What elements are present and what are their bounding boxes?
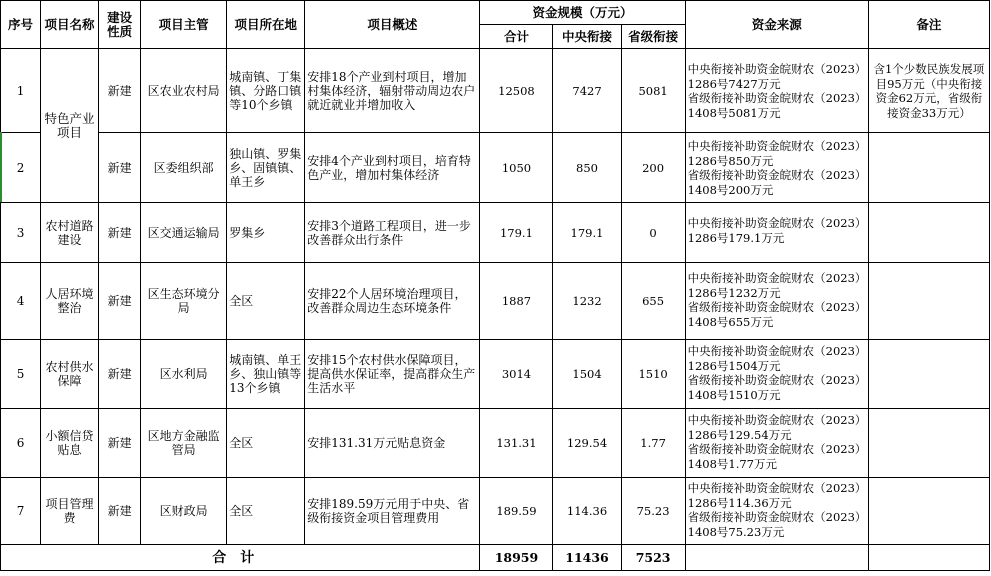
- cell-source: [685, 478, 868, 545]
- cell-seq: 5: [1, 340, 41, 409]
- cell-nature: 新建: [99, 478, 141, 545]
- cell-seq: 4: [1, 263, 41, 340]
- table-row: [1, 478, 990, 545]
- cell-provincial: 5081: [621, 49, 685, 133]
- source-line: 中央衔接补助资金皖财农（2023）1286号129.54万元: [687, 413, 861, 442]
- cell-dept: 区农业农村局: [141, 49, 227, 133]
- cell-name: 农村供水保障: [41, 340, 99, 409]
- cell-name: 项目管理费: [41, 478, 99, 545]
- cell-location: 城南镇、丁集镇、分路口镇等10个乡镇: [227, 49, 305, 133]
- cell-summary: 安排18个产业到村项目，增加村集体经济，辐射带动周边农户就近就业并增加收入: [305, 49, 480, 133]
- cell-central: 1504: [553, 340, 621, 409]
- cell-central: 7427: [553, 49, 621, 133]
- source-line: 中央衔接补助资金皖财农（2023）1286号850万元: [687, 139, 861, 168]
- cell-name: 小额信贷贴息: [41, 409, 99, 478]
- totals-provincial: 7523: [621, 545, 685, 571]
- source-line: 省级衔接补助资金皖财农（2023）1408号655万元: [687, 300, 861, 329]
- cell-dept: 区地方金融监管局: [141, 409, 227, 478]
- totals-row: [1, 545, 990, 571]
- table-row: [1, 340, 990, 409]
- cell-total: 3014: [480, 340, 553, 409]
- cell-source: [685, 203, 868, 263]
- cell-dept: 区财政局: [141, 478, 227, 545]
- table-row: [1, 409, 990, 478]
- cell-total: 1050: [480, 133, 553, 203]
- cell-location: 罗集乡: [227, 203, 305, 263]
- cell-dept: 区水利局: [141, 340, 227, 409]
- cell-remark: [868, 340, 989, 409]
- source-line: 省级衔接补助资金皖财农（2023）1408号75.23万元: [687, 510, 861, 539]
- table-row: [1, 49, 990, 133]
- cell-remark: [868, 409, 989, 478]
- cell-seq: 1: [1, 49, 41, 133]
- cell-dept: 区生态环境分局: [141, 263, 227, 340]
- cell-provincial: 1510: [621, 340, 685, 409]
- cell-central: 850: [553, 133, 621, 203]
- cell-seq: 7: [1, 478, 41, 545]
- cell-summary: 安排22个人居环境治理项目，改善群众周边生态环境条件: [305, 263, 480, 340]
- table-row: [1, 133, 990, 203]
- cell-name: 农村道路建设: [41, 203, 99, 263]
- cell-nature: 新建: [99, 340, 141, 409]
- cell-summary: 安排3个道路工程项目，进一步改善群众出行条件: [305, 203, 480, 263]
- totals-remark-empty: [868, 545, 989, 571]
- cell-remark: [868, 478, 989, 545]
- cell-nature: 新建: [99, 133, 141, 203]
- cell-source: [685, 263, 868, 340]
- source-line: 省级衔接补助资金皖财农（2023）1408号1.77万元: [687, 442, 861, 471]
- cell-remark: [868, 263, 989, 340]
- source-line: 中央衔接补助资金皖财农（2023）1286号7427万元: [687, 62, 861, 91]
- cell-central: 114.36: [553, 478, 621, 545]
- cell-total: 12508: [480, 49, 553, 133]
- header-central: 中央衔接: [553, 25, 621, 49]
- table-row: [1, 203, 990, 263]
- cell-nature: 新建: [99, 49, 141, 133]
- cell-seq: 3: [1, 203, 41, 263]
- header-summary: 项目概述: [305, 1, 480, 49]
- cell-location: 独山镇、罗集乡、固镇镇、单王乡: [227, 133, 305, 203]
- cell-total: 1887: [480, 263, 553, 340]
- cell-name-merged: 特色产业项目: [41, 49, 99, 203]
- header-source: 资金来源: [685, 1, 868, 49]
- cell-summary: 安排189.59万元用于中央、省级衔接资金项目管理费用: [305, 478, 480, 545]
- cell-central: 1232: [553, 263, 621, 340]
- cell-summary: 安排131.31万元贴息资金: [305, 409, 480, 478]
- totals-source-empty: [685, 545, 868, 571]
- cell-nature: 新建: [99, 409, 141, 478]
- cell-name: 人居环境整治: [41, 263, 99, 340]
- header-row-1: [1, 1, 990, 25]
- header-location: 项目所在地: [227, 1, 305, 49]
- header-total: 合计: [480, 25, 553, 49]
- totals-label: 合计: [1, 545, 480, 571]
- source-line: 中央衔接补助资金皖财农（2023）1286号179.1万元: [687, 216, 861, 245]
- table-row: [1, 263, 990, 340]
- cell-location: 城南镇、单王乡、独山镇等13个乡镇: [227, 340, 305, 409]
- source-line: 省级衔接补助资金皖财农（2023）1408号1510万元: [687, 373, 861, 402]
- cell-remark: [868, 203, 989, 263]
- cell-provincial: 1.77: [621, 409, 685, 478]
- cell-summary: 安排4个产业到村项目，培育特色产业，增加村集体经济: [305, 133, 480, 203]
- cell-source: [685, 49, 868, 133]
- cell-total: 179.1: [480, 203, 553, 263]
- source-line: 中央衔接补助资金皖财农（2023）1286号1504万元: [687, 344, 861, 373]
- cell-provincial: 200: [621, 133, 685, 203]
- cell-dept: 区委组织部: [141, 133, 227, 203]
- header-remark: 备注: [868, 1, 989, 49]
- totals-central: 11436: [553, 545, 621, 571]
- source-line: 省级衔接补助资金皖财农（2023）1408号5081万元: [687, 91, 861, 120]
- cell-provincial: 655: [621, 263, 685, 340]
- source-line: 省级衔接补助资金皖财农（2023）1408号200万元: [687, 168, 861, 197]
- cell-central: 179.1: [553, 203, 621, 263]
- cell-seq: 6: [1, 409, 41, 478]
- header-provincial: 省级衔接: [621, 25, 685, 49]
- cell-total: 131.31: [480, 409, 553, 478]
- cell-provincial: 75.23: [621, 478, 685, 545]
- cell-central: 129.54: [553, 409, 621, 478]
- source-line: 中央衔接补助资金皖财农（2023）1286号114.36万元: [687, 481, 861, 510]
- cell-nature: 新建: [99, 203, 141, 263]
- cell-source: [685, 409, 868, 478]
- cell-dept: 区交通运输局: [141, 203, 227, 263]
- cell-remark: [868, 133, 989, 203]
- cell-source: [685, 133, 868, 203]
- header-dept: 项目主管: [141, 1, 227, 49]
- header-funds: 资金规模（万元）: [480, 1, 685, 25]
- header-seq: 序号: [1, 1, 41, 49]
- cell-source: [685, 340, 868, 409]
- cell-provincial: 0: [621, 203, 685, 263]
- source-line: 中央衔接补助资金皖财农（2023）1286号1232万元: [687, 271, 861, 300]
- cell-nature: 新建: [99, 263, 141, 340]
- cell-location: 全区: [227, 263, 305, 340]
- row-edge-accent: [0, 132, 2, 202]
- cell-location: 全区: [227, 409, 305, 478]
- header-name: 项目名称: [41, 1, 99, 49]
- cell-location: 全区: [227, 478, 305, 545]
- cell-total: 189.59: [480, 478, 553, 545]
- cell-summary: 安排15个农村供水保障项目，提高供水保证率，提高群众生产生活水平: [305, 340, 480, 409]
- header-nature: 建设 性质: [99, 1, 141, 49]
- cell-remark: 含1个少数民族发展项目95万元（中央衔接资金62万元，省级衔接资金33万元）: [868, 49, 989, 133]
- cell-seq: 2: [1, 133, 41, 203]
- totals-total: 18959: [480, 545, 553, 571]
